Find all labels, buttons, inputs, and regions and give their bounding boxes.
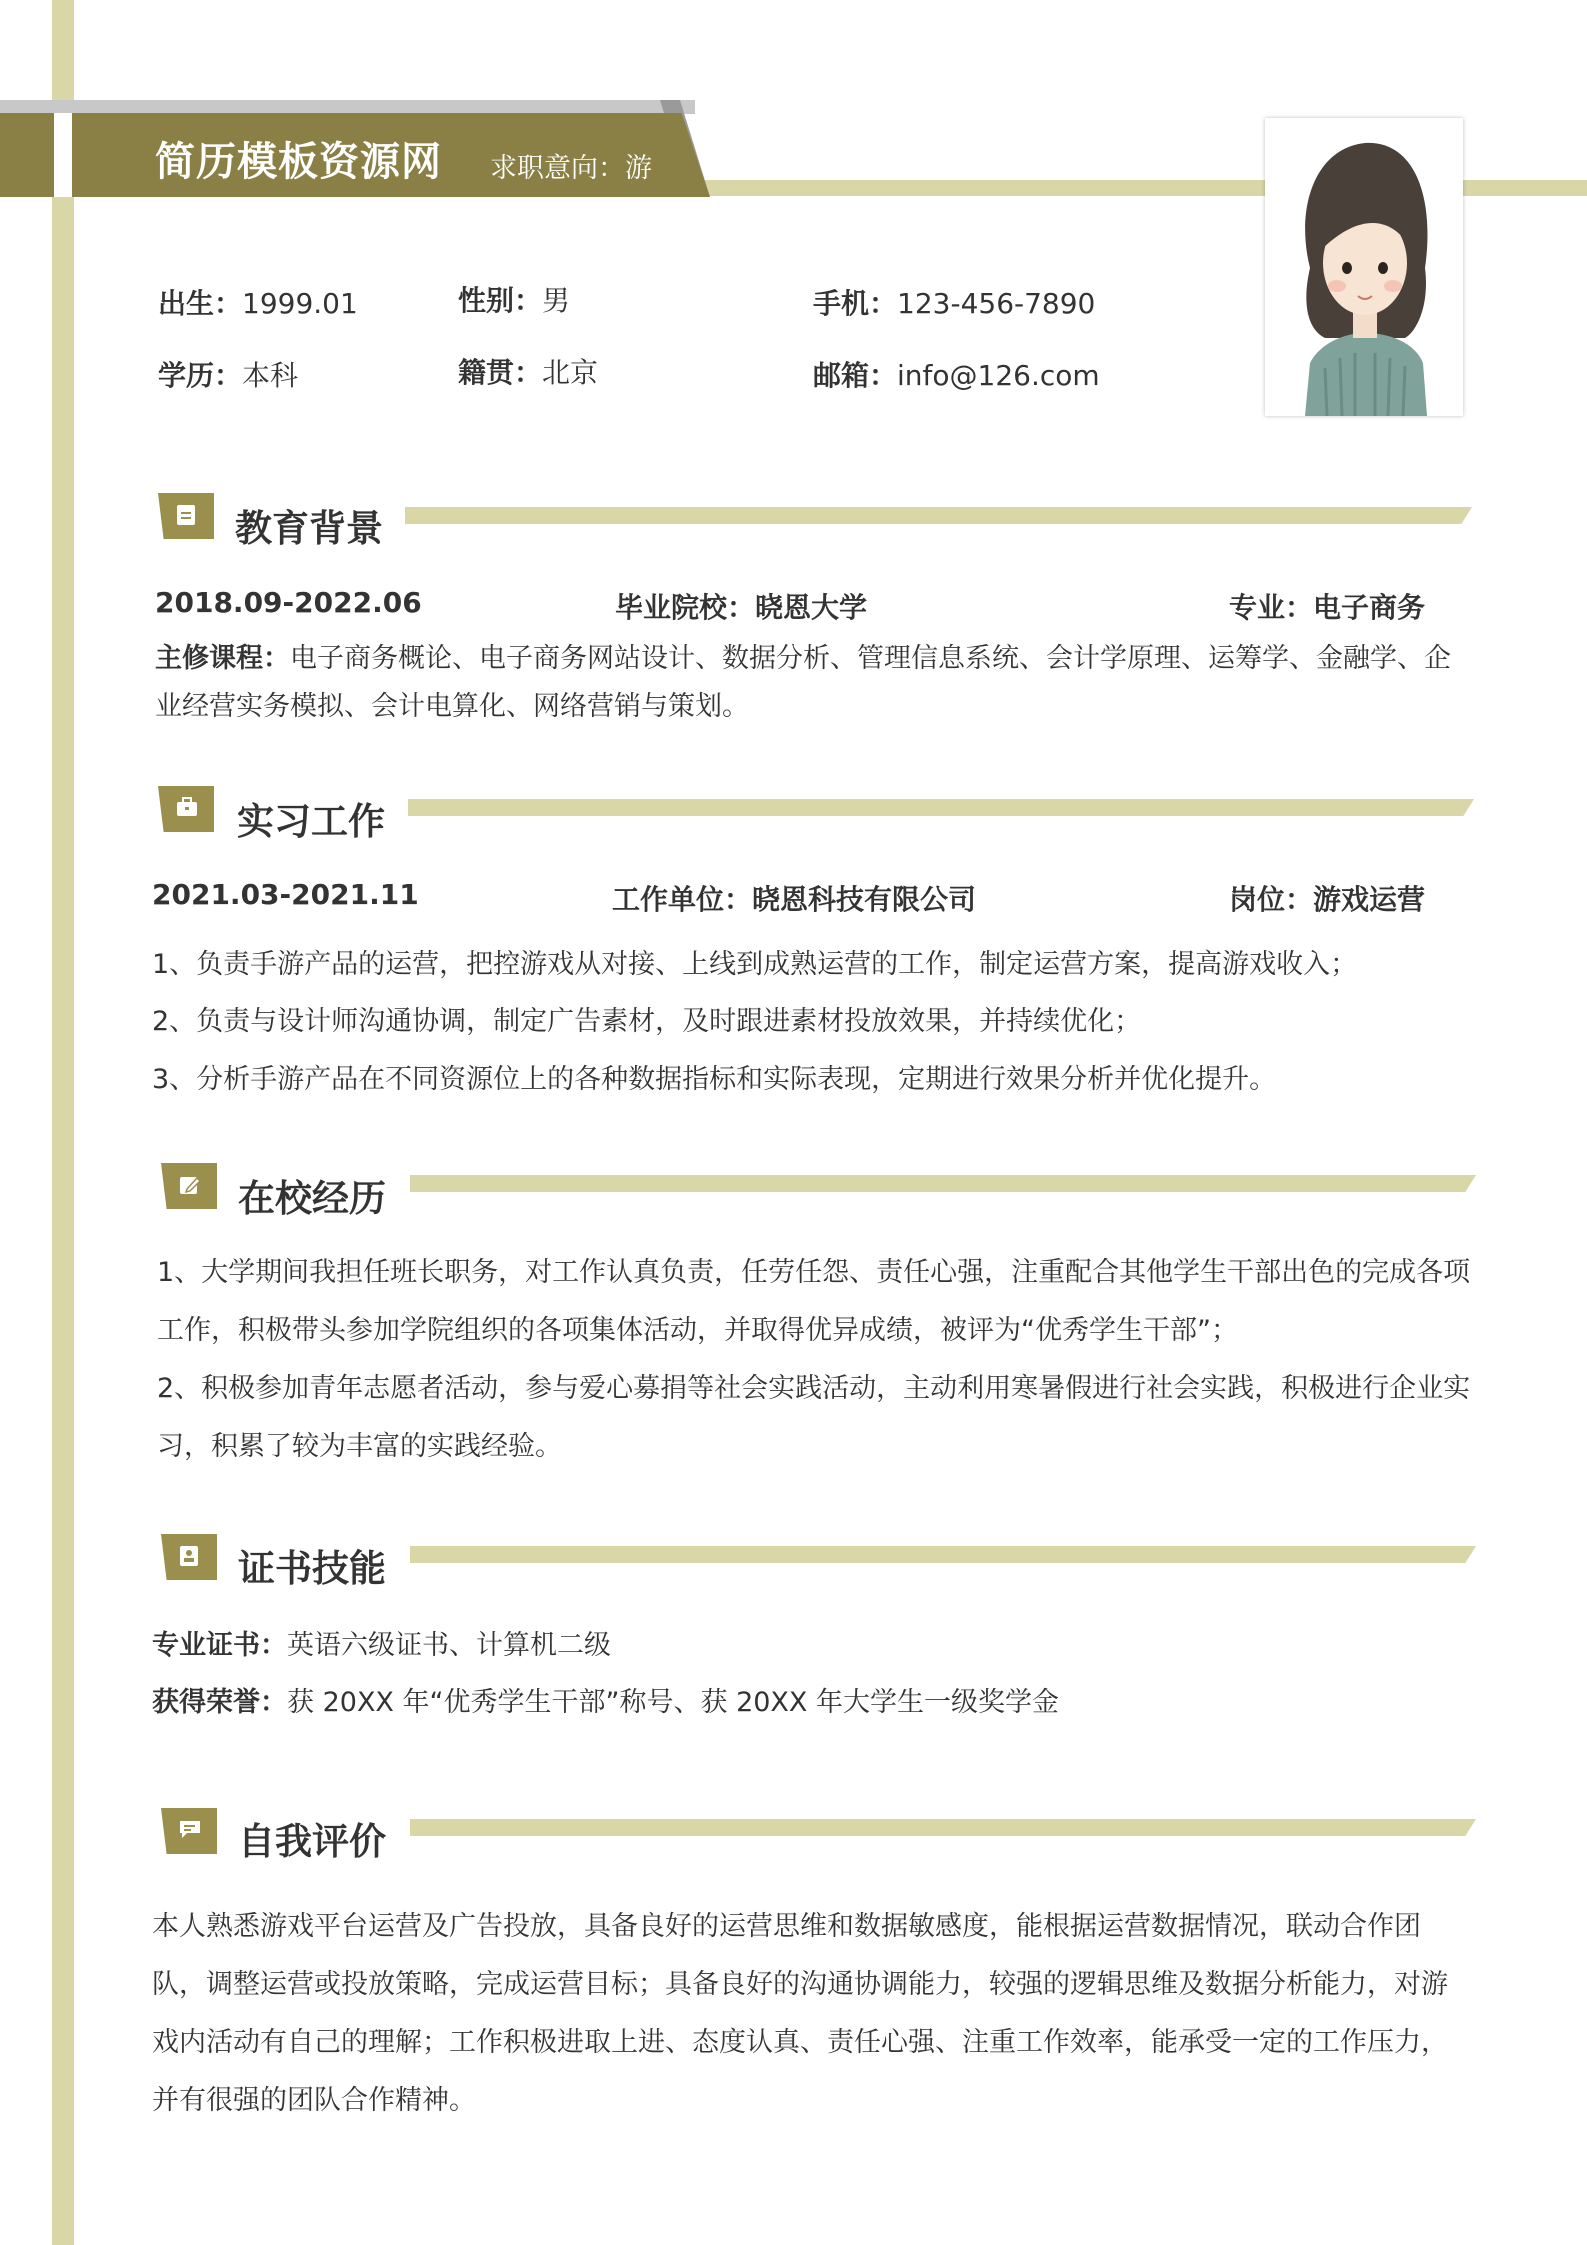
- skills-title: 证书技能: [238, 1547, 386, 1590]
- info-phone: 手机：123-456-7890: [813, 287, 1096, 320]
- info-birth: 出生：1999.01: [158, 287, 358, 320]
- info-education: 学历：本科: [158, 359, 299, 392]
- skills-honor: 获得荣誉：获 20XX 年“优秀学生干部”称号、获 20XX 年大学生一级奖学金: [152, 1687, 1060, 1718]
- header-gap: [54, 113, 72, 197]
- job-intent: 求职意向：游: [490, 153, 652, 184]
- avatar-illustration: [1265, 118, 1463, 416]
- internship-item-2: 2、负责与设计师沟通协调，制定广告素材，及时跟进素材投放效果，并持续优化；: [152, 1006, 1142, 1037]
- self-eval-text: 本人熟悉游戏平台运营及广告投放，具备良好的运营思维和数据敏感度，能根据运营数据情况，联动合作团队，调整运营或投放策略，完成运营目标；具备良好的沟通协调能力，较强的逻辑思维及数据分析能力，对游戏内活动有自己的理解；工作积极进取上进、态度认真、责任心强、注重工作效率，能承受一定的工作压力，并有很强的团队合作精神。: [152, 1911, 1448, 2116]
- self-eval-icon: [161, 1808, 217, 1854]
- resume-name: 简历模板资源网: [155, 139, 442, 185]
- skills-cert: 专业证书：英语六级证书、计算机二级: [152, 1630, 611, 1661]
- campus-icon: [161, 1163, 217, 1209]
- internship-icon: [158, 786, 214, 832]
- internship-date: 2021.03-2021.11: [152, 878, 419, 911]
- internship-item-1: 1、负责手游产品的运营，把控游戏从对接、上线到成熟运营的工作，制定运营方案，提高游戏收入；: [152, 949, 1358, 980]
- info-email: 邮箱：info@126.com: [813, 359, 1100, 392]
- self-eval-divider: [410, 1819, 1476, 1836]
- header-top-stripe: [0, 100, 695, 114]
- left-decor-bar: [52, 0, 74, 2245]
- self-eval-title: 自我评价: [238, 1820, 386, 1863]
- info-origin: 籍贯：北京: [458, 356, 599, 389]
- education-major: 专业：电子商务: [1229, 591, 1426, 624]
- campus-title: 在校经历: [238, 1177, 386, 1220]
- skills-divider: [410, 1546, 1476, 1563]
- skills-icon: [161, 1534, 217, 1580]
- internship-item-3: 3、分析手游产品在不同资源位上的各种数据指标和实际表现，定期进行效果分析并优化提升。: [152, 1064, 1277, 1095]
- education-courses: 主修课程：电子商务概论、电子商务网站设计、数据分析、管理信息系统、会计学原理、运筹学、金融学、企业经营实务模拟、会计电算化、网络营销与策划。: [155, 643, 1451, 722]
- education-divider: [405, 507, 1472, 524]
- internship-title: 实习工作: [237, 800, 385, 843]
- profile-photo: [1265, 118, 1463, 416]
- internship-company: 工作单位：晓恩科技有限公司: [612, 883, 977, 916]
- internship-position: 岗位：游戏运营: [1229, 883, 1426, 916]
- campus-divider: [410, 1175, 1476, 1192]
- campus-item-1: 1、大学期间我担任班长职务，对工作认真负责，任劳任怨、责任心强，注重配合其他学生干部出色的完成各项工作，积极带头参加学院组织的各项集体活动，并取得优异成绩，被评为“优秀学生干部”；: [157, 1257, 1471, 1346]
- education-school: 毕业院校：晓恩大学: [615, 591, 868, 624]
- info-gender: 性别：男: [458, 284, 571, 317]
- internship-divider: [408, 799, 1474, 816]
- education-icon: [158, 493, 214, 539]
- education-title: 教育背景: [235, 507, 383, 550]
- education-date: 2018.09-2022.06: [155, 586, 422, 619]
- campus-item-2: 2、积极参加青年志愿者活动，参与爱心募捐等社会实践活动，主动利用寒暑假进行社会实践，积极进行企业实习，积累了较为丰富的实践经验。: [157, 1373, 1471, 1462]
